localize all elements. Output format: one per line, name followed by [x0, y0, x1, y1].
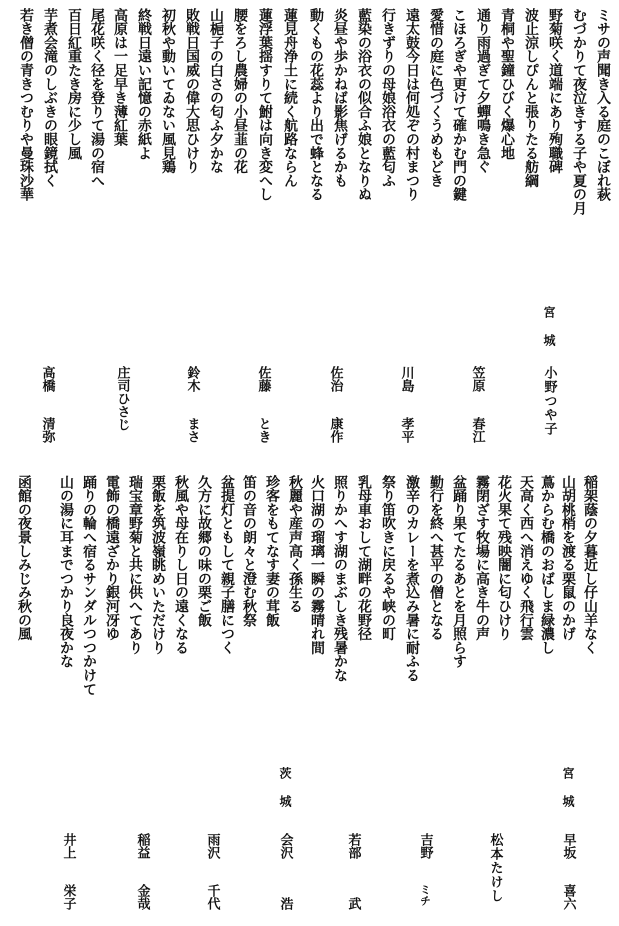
- haiku-line: 珍客をもてなす妻の茸飯: [264, 475, 280, 627]
- author-given: 康作: [327, 417, 343, 443]
- haiku-line: 火口湖の瑠璃一瞬の霧晴れ間: [309, 475, 325, 655]
- author-prefecture: 茨城: [278, 767, 292, 823]
- author-prefecture: 宮城: [542, 306, 556, 362]
- haiku-line: 笛の音の朗々と澄む秋祭: [241, 475, 257, 627]
- haiku-line: 愛惜の庭に色づくうめもどき: [428, 8, 444, 188]
- haiku-line: 百日紅重たき房に少し風: [66, 8, 82, 160]
- haiku-line: 野菊咲く道端にあり殉職碑: [547, 8, 563, 174]
- haiku-line: 初秋や動いてゐない風見鶏: [160, 8, 176, 174]
- author-surname: 雨沢: [204, 833, 220, 859]
- author-given: 孝平: [398, 417, 414, 443]
- author-given: 春江: [469, 417, 485, 443]
- haiku-line: 遠太鼓今日は何処ぞの村まつり: [404, 8, 420, 202]
- author-given: 武: [345, 897, 361, 910]
- author-given: まさ: [184, 417, 200, 443]
- author-given: 浩: [277, 897, 293, 910]
- author-given: ミチ: [418, 884, 432, 906]
- haiku-line: 敗戦日国威の偉大思ひけり: [184, 8, 200, 174]
- haiku-line: 蔦からむ橋のおばしま緑濃し: [539, 475, 555, 655]
- haiku-line: 山の湯に耳までつかり良夜かな: [58, 475, 74, 669]
- author-surname: 井上: [60, 833, 76, 859]
- haiku-line: 祭り笛吹きに戻るや峡の町: [380, 475, 396, 641]
- author-surname: 若部: [345, 833, 361, 859]
- haiku-line: 尾花咲く径を登りて湯の宿へ: [89, 8, 105, 188]
- haiku-line: 青桐や聖鐘ひびく爆心地: [499, 8, 515, 160]
- author-name: 庄司ひさじ: [114, 366, 130, 431]
- author-name: 小野つや子: [541, 366, 557, 436]
- haiku-line: 栗飯を筑波嶺眺めいただけり: [150, 475, 166, 655]
- haiku-line: 蓮浮葉揺すりて鮒は向き変へし: [257, 8, 273, 202]
- haiku-line: 瑞宝章野菊と共に供へてあり: [127, 475, 143, 655]
- haiku-line: 照りかへす湖のまぶしき残暑かな: [332, 475, 348, 683]
- author-surname: 鈴木: [184, 366, 200, 392]
- author-surname: 吉野: [417, 833, 433, 859]
- author-surname: 高橋: [39, 366, 55, 392]
- haiku-line: 霧閉ざす牧場に高き牛の声: [474, 475, 490, 641]
- author-given: 金哉: [134, 884, 150, 910]
- haiku-line: 若き僧の青きつむりや曼珠沙華: [18, 8, 34, 202]
- haiku-line: 踊りの輪へ宿るサンダルつつかけて: [81, 475, 97, 696]
- author-surname: 笠原: [469, 366, 485, 392]
- haiku-line: 盆踊り果てたるあとを月照らす: [451, 475, 467, 669]
- haiku-line: むづかりて夜泣きする子や夏の月: [571, 8, 587, 216]
- haiku-line: 通り雨過ぎて夕蟬鳴き急ぐ: [475, 8, 491, 174]
- haiku-line: 稲架蔭の夕暮近し仔山羊なく: [582, 475, 598, 655]
- haiku-line: 秋風や母在りし日の遠くなる: [173, 475, 189, 655]
- haiku-line: 花火果て残映闇に匂ひけり: [496, 475, 512, 641]
- haiku-line: ミサの声聞き入る庭のこぼれ萩: [595, 8, 611, 202]
- author-given: 栄子: [60, 884, 76, 910]
- haiku-line: こほろぎや更けて確かむ門の鍵: [451, 8, 467, 202]
- author-surname: 川島: [398, 366, 414, 392]
- haiku-line: 激辛のカレーを煮込み暑に耐ふる: [404, 475, 420, 683]
- haiku-line: 山梔子の白さの匂ふ夕かな: [208, 8, 224, 174]
- haiku-line: 芋煮会滝のしぶきの眼鏡拭く: [42, 8, 58, 188]
- haiku-line: 山胡桃梢を渡る栗鼠のかげ: [560, 475, 576, 641]
- haiku-line: 行きずりの母娘浴衣の藍匂ふ: [380, 8, 396, 188]
- haiku-line: 乳母車おして湖畔の花野径: [356, 475, 372, 641]
- haiku-line: 電飾の橋遠ざかり銀河冴ゆ: [104, 475, 120, 641]
- author-surname: 佐藤: [255, 366, 271, 392]
- author-prefecture: 宮城: [561, 767, 575, 823]
- author-name: 松本たけし: [487, 833, 503, 903]
- haiku-line: 秋麗や産声高く孫生る: [287, 475, 303, 614]
- haiku-line: 高原は一足早き薄紅葉: [112, 8, 128, 147]
- haiku-line: 勤行を終へ甚平の僧となる: [428, 475, 444, 641]
- author-surname: 佐治: [327, 366, 343, 392]
- haiku-line: 盆提灯ともして親子膳につく: [219, 475, 235, 655]
- author-surname: 稲益: [134, 833, 150, 859]
- haiku-line: 天高く西へ消えゆく飛行雲: [518, 475, 534, 641]
- haiku-line: 久方に故郷の味の栗ご飯: [196, 475, 212, 627]
- author-given: とき: [255, 417, 271, 443]
- haiku-line: 動くもの花蕊より出で蜂となる: [308, 8, 324, 202]
- haiku-line: 炎昼や歩かねば影焦げるかも: [332, 8, 348, 188]
- haiku-line: 腰をろし農婦の小昼韮の花: [232, 8, 248, 174]
- author-given: 喜六: [560, 884, 576, 910]
- haiku-line: 終戦日遠い記憶の赤紙よ: [136, 8, 152, 160]
- author-surname: 会沢: [277, 833, 293, 859]
- author-given: 清弥: [39, 417, 55, 443]
- haiku-line: 函館の夜景しみじみ秋の風: [16, 475, 32, 641]
- author-given: 千代: [204, 884, 220, 910]
- haiku-line: 蓮見舟浄土に続く航路ならん: [282, 8, 298, 188]
- author-surname: 早坂: [560, 833, 576, 859]
- haiku-line: 藍染の浴衣の似合ふ娘となりぬ: [356, 8, 372, 202]
- haiku-line: 波止涼しぴんと張りたる舫綱: [523, 8, 539, 188]
